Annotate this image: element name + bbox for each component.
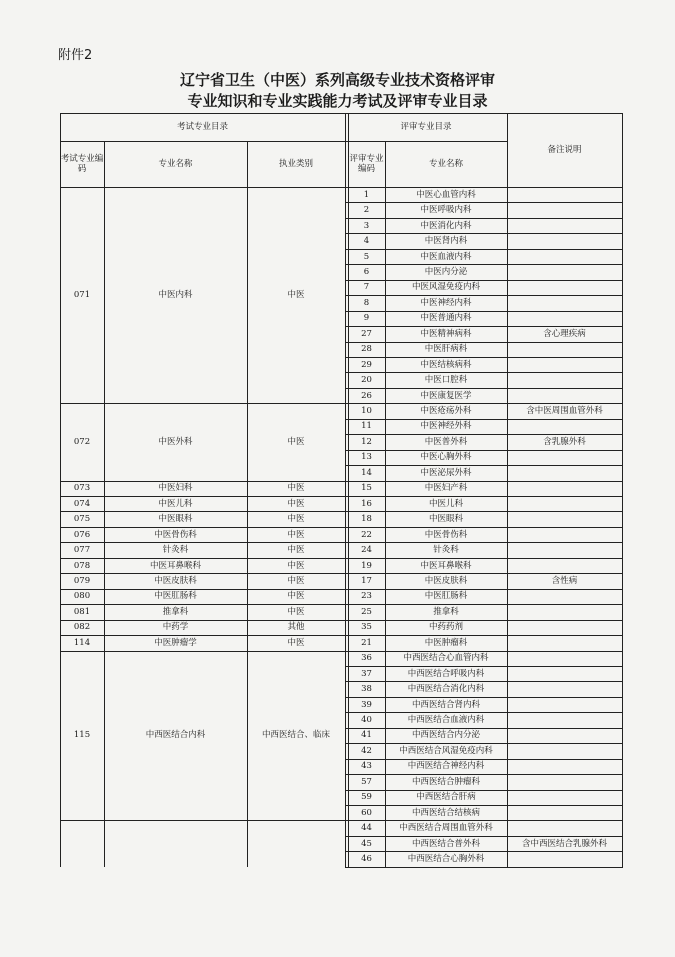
practice-type: 中医: [287, 290, 305, 301]
review-name: 中医肾内科: [424, 236, 468, 247]
review-code: 26: [361, 390, 372, 401]
exam-name: 中医内科: [158, 290, 193, 301]
review-code: 5: [363, 251, 370, 262]
review-code: 21: [361, 637, 372, 648]
review-code: 6: [363, 266, 370, 277]
review-name: 针灸科: [433, 545, 459, 556]
review-code: 39: [361, 699, 372, 710]
review-code: 15: [361, 483, 372, 494]
review-code: 35: [361, 622, 372, 633]
header-review-code: 评审专业编码: [349, 154, 384, 174]
exam-code: 082: [73, 622, 91, 633]
review-name: 中药药剂: [428, 622, 463, 633]
review-name: 中医泌尿外科: [420, 467, 472, 478]
review-code: 59: [361, 792, 372, 803]
exam-name: 针灸科: [162, 545, 189, 556]
review-code: 29: [361, 359, 372, 370]
exam-name: 中药学: [162, 622, 189, 633]
exam-code: [60, 820, 104, 866]
exam-name: 中医耳鼻喉科: [149, 560, 201, 571]
review-code: 23: [361, 591, 372, 602]
review-code: 43: [361, 761, 372, 772]
review-code: 2: [363, 205, 370, 216]
review-name: 中西医结合普外科: [411, 838, 480, 849]
review-remark: 含乳腺外科: [543, 436, 586, 447]
review-name: 中医普通内科: [420, 313, 472, 324]
header-review-name: 专业名称: [428, 159, 463, 169]
exam-name: 中医皮肤科: [154, 575, 197, 586]
review-row-divider: [345, 867, 623, 868]
review-code: 13: [361, 452, 372, 463]
review-name: 中西医结合血液内科: [407, 715, 485, 726]
review-name: 中医心胸外科: [420, 452, 472, 463]
practice-type: 中西医结合、临床: [261, 730, 330, 741]
review-code: 45: [361, 838, 372, 849]
review-code: 28: [361, 344, 372, 355]
exam-name: 中医儿科: [158, 498, 193, 509]
review-name: 中医骨伤科: [424, 529, 468, 540]
review-name: 中西医结合消化内科: [407, 684, 485, 695]
review-code: 37: [361, 668, 372, 679]
review-code: 24: [361, 545, 372, 556]
review-name: 中医精神病科: [420, 328, 472, 339]
practice-type: 中医: [287, 529, 305, 540]
review-name: 中医神经内科: [420, 297, 472, 308]
review-code: 20: [361, 375, 372, 386]
practice-type: [247, 820, 345, 866]
header-remark: 备注说明: [547, 145, 582, 155]
review-code: 19: [361, 560, 372, 571]
practice-type: 中医: [287, 545, 305, 556]
exam-code: 080: [73, 591, 91, 602]
exam-name: 中医外科: [158, 436, 193, 447]
exam-code: 077: [73, 545, 91, 556]
review-code: 4: [363, 236, 370, 247]
review-code: 7: [363, 282, 370, 293]
exam-code: 115: [73, 730, 91, 741]
exam-name: 中医骨伤科: [154, 529, 197, 540]
exam-code: 073: [73, 483, 91, 494]
review-name: 中医肝病科: [424, 344, 468, 355]
review-remark: 含中医周围血管外科: [526, 406, 603, 417]
review-name: 中西医结合内分泌: [411, 730, 480, 741]
review-name: 中医妇产科: [424, 483, 468, 494]
review-code: 17: [361, 575, 372, 586]
review-name: 中西医结合心血管内科: [403, 653, 489, 664]
review-code: 25: [361, 606, 372, 617]
review-name: 中西医结合风湿免疫内科: [399, 745, 493, 756]
review-name: 中西医结合肾内科: [411, 699, 480, 710]
review-name: 中医结核病科: [420, 359, 472, 370]
review-name: 中医呼吸内科: [420, 205, 472, 216]
exam-name: 中医妇科: [158, 483, 193, 494]
exam-name: 中医肿瘤学: [154, 637, 197, 648]
review-code: 46: [361, 854, 372, 865]
review-code: 1: [363, 189, 370, 200]
review-name: 中医血液内科: [420, 251, 472, 262]
review-name: 中医普外科: [424, 436, 468, 447]
exam-code: 075: [73, 514, 91, 525]
header-exam-name: 专业名称: [158, 159, 193, 169]
review-name: 中医肛肠科: [424, 591, 468, 602]
review-code: 10: [361, 406, 372, 417]
review-code: 22: [361, 529, 372, 540]
review-code: 3: [363, 220, 370, 231]
review-code: 38: [361, 684, 372, 695]
review-remark: 含性病: [551, 575, 578, 586]
review-name: 中医肿瘤科: [424, 637, 468, 648]
review-name: 中医口腔科: [424, 375, 468, 386]
exam-code: 076: [73, 529, 91, 540]
document-title-line2: 专业知识和专业实践能力考试及评审专业目录: [187, 92, 488, 110]
review-code: 18: [361, 514, 372, 525]
exam-code: 081: [73, 606, 91, 617]
review-code: 27: [361, 328, 372, 339]
review-name: 中西医结合肝病: [416, 792, 476, 803]
practice-type: 中医: [287, 436, 305, 447]
header-practice-type: 执业类别: [278, 159, 313, 169]
review-code: 16: [361, 498, 372, 509]
review-code: 41: [361, 730, 372, 741]
review-name: 中医康复医学: [420, 390, 472, 401]
review-code: 11: [361, 421, 372, 432]
review-name: 中医风湿免疫内科: [411, 282, 480, 293]
practice-type: 中医: [287, 498, 305, 509]
review-code: 60: [361, 807, 372, 818]
review-name: 中医耳鼻喉科: [420, 560, 472, 571]
practice-type: 中医: [287, 560, 305, 571]
review-name: 中医消化内科: [420, 220, 472, 231]
table-border-right: [622, 113, 623, 867]
review-code: 9: [363, 313, 370, 324]
review-name: 中西医结合结核病: [411, 807, 480, 818]
review-name: 中西医结合呼吸内科: [407, 668, 485, 679]
review-code: 14: [361, 467, 372, 478]
review-code: 8: [363, 297, 370, 308]
exam-code: 074: [73, 498, 91, 509]
practice-type: 其他: [287, 622, 305, 633]
practice-type: 中医: [287, 606, 305, 617]
exam-code: 079: [73, 575, 91, 586]
header-review-group: 评审专业目录: [400, 122, 452, 132]
exam-name: 推拿科: [162, 606, 189, 617]
review-code: 36: [361, 653, 372, 664]
review-name: 中西医结合肿瘤科: [411, 776, 480, 787]
review-remark: 含心理疾病: [543, 328, 586, 339]
review-name: 中西医结合心胸外科: [407, 854, 485, 865]
review-name: 中医儿科: [428, 498, 463, 509]
practice-type: 中医: [287, 637, 305, 648]
review-name: 中西医结合周围血管外科: [399, 823, 493, 834]
exam-code: 114: [73, 637, 91, 648]
review-code: 57: [361, 776, 372, 787]
document-title-line1: 辽宁省卫生（中医）系列高级专业技术资格评审: [179, 71, 495, 89]
review-name: 中医疮疡外科: [420, 406, 472, 417]
exam-name: 中西医结合内科: [145, 730, 206, 741]
review-name: 中西医结合神经内科: [407, 761, 485, 772]
header-exam-code: 考试专业编码: [60, 154, 104, 174]
practice-type: 中医: [287, 575, 305, 586]
practice-type: 中医: [287, 514, 305, 525]
exam-name: 中医肛肠科: [154, 591, 197, 602]
review-name: 中医心血管内科: [416, 189, 476, 200]
review-name: 推拿科: [433, 606, 459, 617]
header-exam-group: 考试专业目录: [176, 122, 228, 132]
column-divider-exam-review: [345, 113, 346, 867]
review-code: 12: [361, 436, 372, 447]
review-code: 40: [361, 715, 372, 726]
review-remark: 含中西医结合乳腺外科: [521, 838, 607, 849]
attachment-label: 附件2: [58, 48, 93, 63]
exam-code: 072: [73, 436, 91, 447]
exam-name: 中医眼科: [158, 514, 193, 525]
exam-code: 078: [73, 560, 91, 571]
practice-type: 中医: [287, 591, 305, 602]
review-name: 中医眼科: [428, 514, 463, 525]
practice-type: 中医: [287, 483, 305, 494]
review-name: 中医皮肤科: [424, 575, 468, 586]
column-divider-remark: [507, 113, 508, 867]
review-name: 中医内分泌: [424, 266, 468, 277]
review-name: 中医神经外科: [420, 421, 472, 432]
exam-code: 071: [73, 290, 91, 301]
review-code: 44: [361, 823, 372, 834]
exam-name: [104, 820, 247, 866]
review-code: 42: [361, 745, 372, 756]
